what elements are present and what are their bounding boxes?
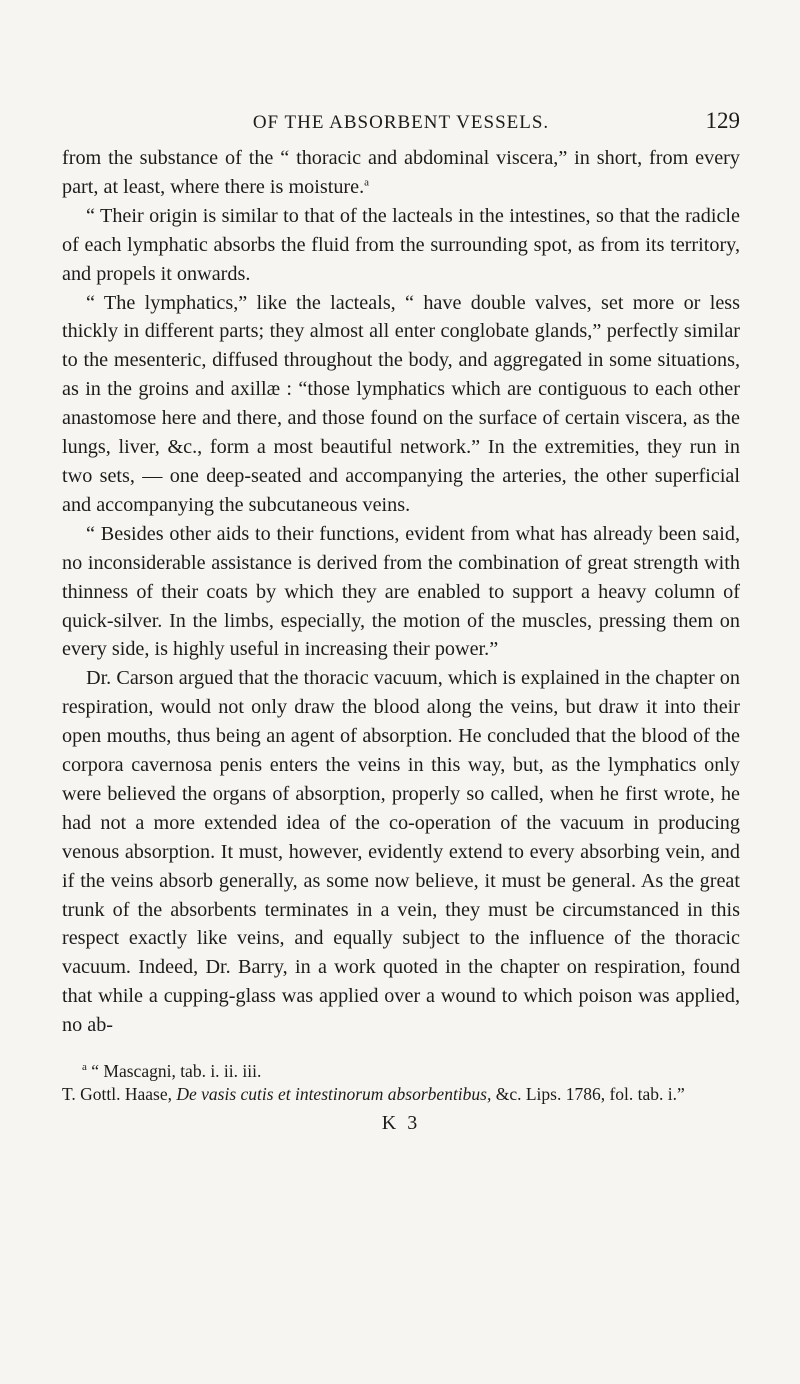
book-page	[62, 108, 740, 1135]
footnote-continuation: T. Gottl. Haase, De vasis cutis et intestinorum absorbentibus, &c. Lips. 1786, fol. tab. i.”	[62, 1084, 685, 1105]
paragraph: from the substance of the “ thoracic and abdominal viscera,” in short, from every part, at least, where there is moisture.$^a$	[62, 147, 740, 198]
running-title: OF THE ABSORBENT VESSELS.	[252, 112, 550, 133]
paragraph: Dr. Carson argued that the thoracic vacuum, which is explained in the chapter on respiration, would not only draw the blood along the veins, but draw it into their open mouths, thus being an agent of absorption. He concluded that the blood of the corpora cavernosa penis enters the veins in this way, but, as the lymphatics only were believed the organs of absorption, properly so called, when he first wrote, he had not a more extended idea of the co-operation of the vacuum in producing venous absorption. It must, however, evidently extend to every absorbing vein, and if the veins absorb generally, as some now believe, it must be general. As the great trunk of the absorbents terminates in a vein, they must be circumstanced in this respect exactly like veins, and equally subject to the influence of the thoracic vacuum. Indeed, Dr. Barry, in a work quoted in the chapter on respiration, found that while a cupping-glass was applied over a wound to which poison was applied, no ab-	[62, 667, 740, 1037]
footnote-work-title: De vasis cutis et intestinorum absorbentibus,	[176, 1084, 492, 1105]
running-head	[62, 108, 740, 144]
paragraph: “ Their origin is similar to that of the lacteals in the intestines, so that the radicle of each lymphatic absorbs the fluid from the surrounding spot, as from its territory, and propels it onwards.	[62, 204, 740, 285]
footnote: $^a$ “ Mascagni, tab. i. ii. iii.	[82, 1061, 262, 1082]
body-text	[62, 144, 740, 1040]
page-number: 129	[705, 108, 740, 133]
signature-mark: K 3	[381, 1112, 421, 1135]
paragraph: “ Besides other aids to their functions, evident from what has already been said, no inconsiderable assistance is derived from the combination of great strength with thinness of their coats by which they are enabled to support a heavy column of quick-silver. In the limbs, especially, the motion of the muscles, pressing them on every side, is highly useful in increasing their power.”	[62, 522, 740, 661]
paragraph: “ The lymphatics,” like the lacteals, “ have double valves, set more or less thickly in different parts; they almost all enter conglobate glands,” perfectly similar to the mesenteric, diffused throughout the body, and aggregated in some situations, as in the groins and axillæ : “those lymphatics which are contiguous to each other anastomose here and there, and those found on the surface of certain viscera, as the lungs, liver, &c., form a most beautiful network.” In the extremities, they run in two sets, — one deep-seated and accompanying the arteries, the other superficial and accompanying the subcutaneous veins.	[62, 291, 740, 516]
footnotes	[62, 1060, 740, 1106]
footnote-mark: a	[82, 1061, 87, 1074]
footnote-marker[interactable]: a	[364, 176, 370, 189]
